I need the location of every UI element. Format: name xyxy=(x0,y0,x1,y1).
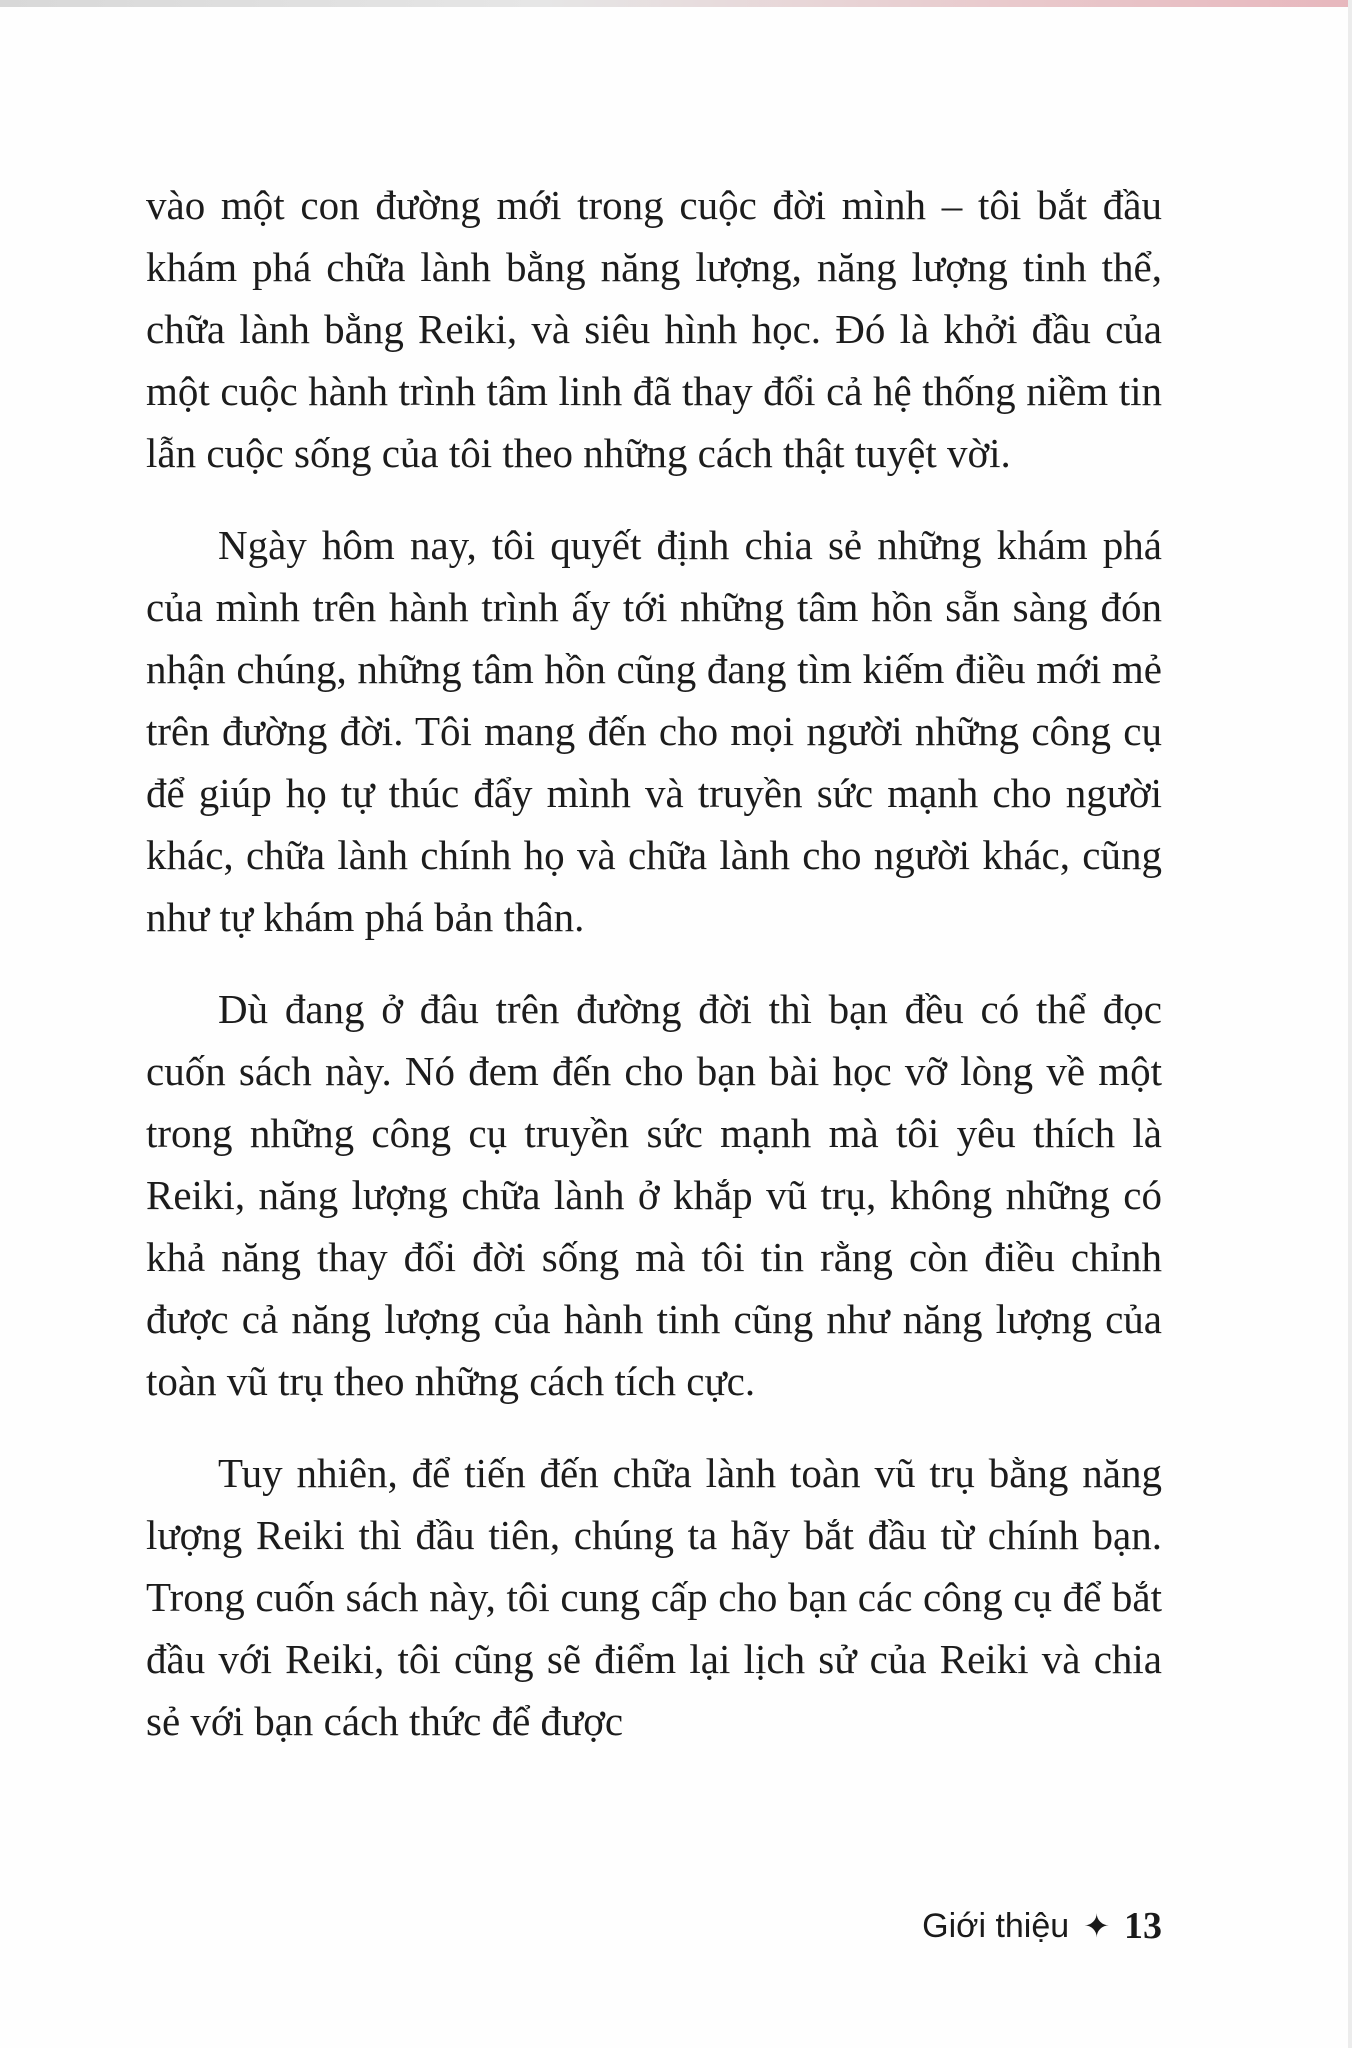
running-footer xyxy=(922,1904,1162,1948)
page-number: 13 xyxy=(1124,1905,1162,1947)
paragraph: Ngày hôm nay, tôi quyết định chia sẻ những khám phá của mình trên hành trình ấy tới những tâm hồn sẵn sàng đón nhận chúng, những tâm hồn cũng đang tìm kiếm điều mới mẻ trên đường đời. Tôi mang đến cho mọi người những công cụ để giúp họ tự thúc đẩy mình và truyền sức mạnh cho người khác, chữa lành chính họ và chữa lành cho người khác, cũng như tự khám phá bản thân. xyxy=(146,522,1162,940)
paragraph: Dù đang ở đâu trên đường đời thì bạn đều có thể đọc cuốn sách này. Nó đem đến cho bạn bài học vỡ lòng về một trong những công cụ truyền sức mạnh mà tôi yêu thích là Reiki, năng lượng chữa lành ở khắp vũ trụ, không những có khả năng thay đổi đời sống mà tôi tin rằng còn điều chỉnh được cả năng lượng của hành tinh cũng như năng lượng của toàn vũ trụ theo những cách tích cực. xyxy=(146,986,1162,1404)
paragraph: Tuy nhiên, để tiến đến chữa lành toàn vũ trụ bằng năng lượng Reiki thì đầu tiên, chúng ta hãy bắt đầu từ chính bạn. Trong cuốn sách này, tôi cung cấp cho bạn các công cụ để bắt đầu với Reiki, tôi cũng sẽ điểm lại lịch sử của Reiki và chia sẻ với bạn cách thức để được xyxy=(146,1450,1162,1744)
page-top-edge xyxy=(0,0,1352,7)
four-point-star-icon: ✦ xyxy=(1083,1907,1110,1945)
page-right-edge xyxy=(1348,0,1352,2048)
section-label: Giới thiệu xyxy=(922,1906,1070,1945)
body-text xyxy=(146,174,1162,1782)
paragraph-continued: vào một con đường mới trong cuộc đời mình – tôi bắt đầu khám phá chữa lành bằng năng lượng, năng lượng tinh thể, chữa lành bằng Reiki, và siêu hình học. Đó là khởi đầu của một cuộc hành trình tâm linh đã thay đổi cả hệ thống niềm tin lẫn cuộc sống của tôi theo những cách thật tuyệt vời. xyxy=(146,182,1162,476)
